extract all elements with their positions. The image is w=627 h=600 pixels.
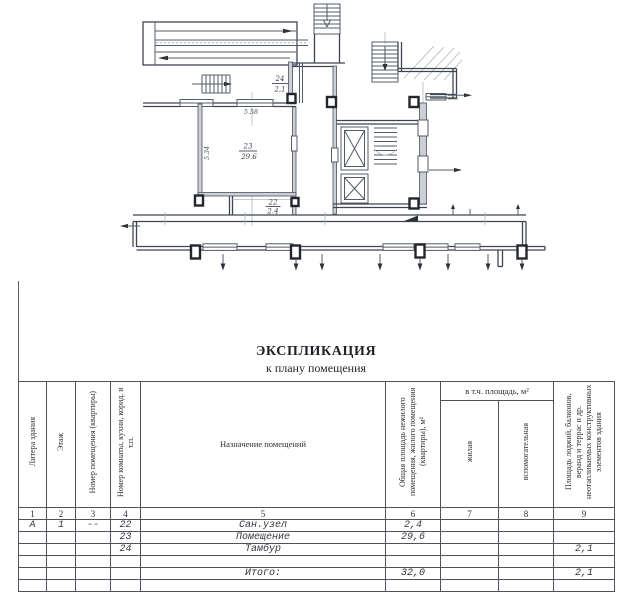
header-label: Назначение помещений — [219, 439, 307, 450]
header-label: вспомогательная — [521, 422, 530, 481]
header-label: Номер помещения (квартиры) — [88, 390, 97, 494]
header-label: Общая площадь нежилого помещения, жилого помещения (квартиры), м² — [398, 387, 427, 497]
room24-number: 24 — [275, 75, 285, 83]
cell-empty — [76, 580, 111, 592]
cell-empty — [19, 568, 47, 580]
col-number: 3 — [76, 508, 111, 520]
total-obshchaya: 32,0 — [386, 568, 441, 580]
cell-lodzhii: 2,1 — [554, 544, 615, 556]
header-group-row — [19, 382, 615, 401]
cell-empty — [441, 580, 499, 592]
cell-nomer-pom — [76, 556, 111, 568]
header-label: жилая — [464, 440, 474, 463]
core-stair — [374, 128, 397, 164]
cell-etazh — [47, 556, 76, 568]
cell-empty — [76, 568, 111, 580]
header-col-naznachenie — [141, 382, 386, 508]
cell-nomer-pom — [76, 544, 111, 556]
header-label: Этаж — [56, 433, 65, 451]
cell-vspom — [499, 520, 554, 532]
cell-vspom — [499, 544, 554, 556]
page-subtitle: к плану помещения — [265, 361, 367, 375]
cell-empty — [554, 580, 615, 592]
room-22-walls — [230, 196, 293, 215]
cell-empty — [19, 580, 47, 592]
title-block — [18, 344, 614, 376]
room22-number: 22 — [268, 198, 278, 207]
cell-nomer-pom: -- — [76, 520, 111, 532]
cell-empty — [386, 580, 441, 592]
cell-etazh — [47, 544, 76, 556]
cell-obshchaya: 2,4 — [386, 520, 441, 532]
cell-lodzhii — [554, 532, 615, 544]
exterior-stair — [192, 75, 232, 93]
cell-nomer-komnaty: 24 — [111, 544, 141, 556]
cell-vspom — [499, 532, 554, 544]
header-col-vspomogatelnaya — [499, 401, 554, 508]
cell-lodzhii — [554, 520, 615, 532]
page-title: ЭКСПЛИКАЦИЯ — [255, 344, 377, 359]
explication-table — [18, 381, 615, 592]
stair-top-right — [372, 42, 462, 82]
table-row — [19, 532, 615, 544]
cell-empty — [111, 580, 141, 592]
table-row — [19, 544, 615, 556]
cell-lodzhii — [554, 556, 615, 568]
cell-empty — [47, 580, 76, 592]
col-number: 2 — [47, 508, 76, 520]
header-label: Литера здания — [27, 417, 37, 467]
header-label: Номер комнаты, кухни, корид. и т.п. — [115, 387, 135, 497]
header-col-obshchaya-ploshchad — [386, 382, 441, 508]
cell-nomer-pom — [76, 532, 111, 544]
wall-columns — [195, 94, 419, 209]
room23-area: 29.6 — [241, 153, 257, 161]
cell-zhilaya — [441, 520, 499, 532]
header-label: Площадь лоджий, балконов, веранд и террас и др. неотапливаемых конструктивных элементов здания — [564, 384, 604, 500]
cell-etazh — [47, 532, 76, 544]
cell-nomer-komnaty: 22 — [111, 520, 141, 532]
cell-empty — [499, 580, 554, 592]
col-number: 4 — [111, 508, 141, 520]
cell-nomer-komnaty — [111, 556, 141, 568]
bottom-gallery — [120, 204, 545, 271]
cell-vspom — [499, 556, 554, 568]
header-col-nomer-pomeshcheniya — [76, 382, 111, 508]
column-number-row — [19, 508, 615, 520]
ramp — [143, 22, 308, 65]
col-number: 5 — [141, 508, 386, 520]
top-windows — [143, 100, 296, 107]
header-label: в т.ч. площадь, м² — [465, 385, 529, 396]
header-col-etazh — [47, 382, 76, 508]
col-number: 8 — [499, 508, 554, 520]
cell-naznachenie: Сан.узел — [141, 520, 386, 532]
cell-empty — [499, 568, 554, 580]
cell-zhilaya — [441, 556, 499, 568]
elevator-shafts — [341, 127, 368, 203]
cell-empty — [141, 580, 386, 592]
col-number: 9 — [554, 508, 615, 520]
room24-area: 2,1 — [274, 85, 286, 94]
dimension-top: 5.58 — [243, 109, 259, 116]
cell-naznachenie — [141, 556, 386, 568]
cell-zhilaya — [441, 532, 499, 544]
room23-number: 23 — [243, 142, 253, 151]
total-lodzhii: 2,1 — [554, 568, 615, 580]
cell-litera: А — [19, 520, 47, 532]
cell-etazh: 1 — [47, 520, 76, 532]
total-row — [19, 568, 615, 580]
cell-naznachenie: Тамбур — [141, 544, 386, 556]
cell-litera — [19, 532, 47, 544]
cell-obshchaya — [386, 544, 441, 556]
cell-empty — [111, 568, 141, 580]
cell-zhilaya — [441, 544, 499, 556]
header-col-lodzhii — [554, 382, 615, 508]
cell-naznachenie: Помещение — [141, 532, 386, 544]
cell-obshchaya: 29,6 — [386, 532, 441, 544]
header-group-vtch-ploshchad — [441, 382, 554, 401]
col-number: 7 — [441, 508, 499, 520]
cell-empty — [441, 568, 499, 580]
cell-empty — [47, 568, 76, 580]
col-number: 1 — [19, 508, 47, 520]
header-col-zhilaya — [441, 401, 499, 508]
table-row-partial — [19, 580, 615, 592]
table-row — [19, 520, 615, 532]
col-number: 6 — [386, 508, 441, 520]
cell-litera — [19, 544, 47, 556]
table-row — [19, 556, 615, 568]
total-label: Итого: — [141, 568, 386, 580]
cell-obshchaya — [386, 556, 441, 568]
header-col-nomer-komnaty — [111, 382, 141, 508]
room22-area: 2.4 — [267, 207, 279, 216]
cell-nomer-komnaty: 23 — [111, 532, 141, 544]
header-col-litera — [19, 382, 47, 508]
dimension-left: 5.34 — [204, 145, 211, 161]
cell-litera — [19, 556, 47, 568]
stair-top-center — [314, 4, 340, 63]
right-wing — [398, 69, 472, 101]
